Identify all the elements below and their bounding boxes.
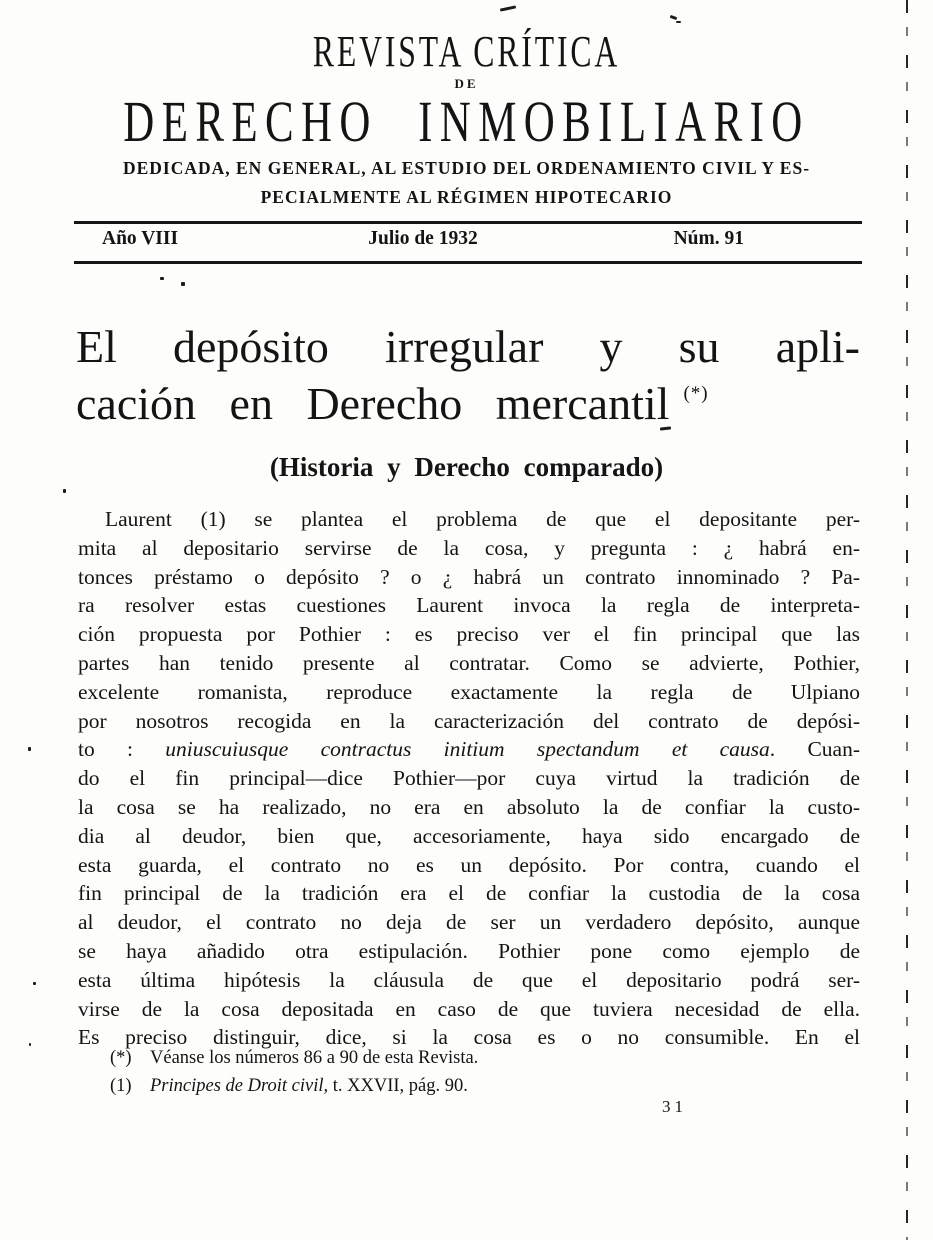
article-title-line: El depósito irregular y su apli- xyxy=(76,321,860,372)
dedication-line: DEDICADA, EN GENERAL, AL ESTUDIO DEL ORDENAMIENTO CIVIL Y ES- xyxy=(122,158,811,178)
body-text: ra resolver estas cuestiones Laurent invoca la regla de interpreta- xyxy=(78,593,860,618)
body-text: mita al depositario servirse de la cosa, y pregunta : ¿ habrá en- xyxy=(78,535,860,560)
body-line xyxy=(78,822,860,851)
title-footnote-mark: (*) xyxy=(683,383,709,404)
scan-speck xyxy=(670,15,678,20)
body-line xyxy=(78,678,860,707)
issue-number: Núm. 91 xyxy=(673,228,744,249)
footnote-mark: (*) xyxy=(110,1048,132,1068)
body-text: to : xyxy=(78,737,166,762)
journal-title: REVISTA CRÍTICA xyxy=(312,27,621,76)
body-text: dia al deudor, bien que, accesoriamente, haya sido encargado de xyxy=(78,823,860,848)
article-title-text: cación en Derecho mercantil xyxy=(76,378,670,429)
scan-speck xyxy=(676,21,681,23)
footnote xyxy=(110,1044,838,1072)
body-line xyxy=(78,505,860,534)
article-body xyxy=(78,505,860,1052)
scan-speck xyxy=(33,982,36,985)
journal-main-title: DERECHO INMOBILIARIO xyxy=(123,89,810,154)
article-title xyxy=(76,318,860,442)
footnote-text: Véanse los números 86 a 90 de esta Revista. xyxy=(150,1048,479,1068)
body-text: al deudor, el contrato no deja de ser un verdadero depósito, aunque xyxy=(78,910,860,935)
body-line xyxy=(78,620,860,649)
body-text: esta guarda, el contrato no es un depósito. Por contra, cuando el xyxy=(78,852,860,877)
scan-speck xyxy=(29,1043,31,1046)
body-text: . Cuan- xyxy=(769,737,860,762)
body-text: esta última hipótesis la cláusula de que el depositario podrá ser- xyxy=(78,967,860,992)
journal-title-connector: DE xyxy=(454,76,479,91)
body-line xyxy=(78,591,860,620)
body-text: fin principal de la tradición era el de confiar la custodia de la cosa xyxy=(78,881,860,906)
body-text-italic: uniuscuiusque contractus initium spectandum et causa xyxy=(165,737,770,762)
footnote-text: t. XXVII, pág. 90. xyxy=(328,1076,468,1096)
body-line xyxy=(78,735,860,764)
body-text: Es preciso distinguir, dice, si la cosa es o no consumible. En el xyxy=(78,1025,860,1050)
article-subtitle: (Historia y Derecho comparado) xyxy=(269,452,664,482)
body-text: Laurent (1) se plantea el problema de que el depositante per- xyxy=(105,507,860,531)
body-text: do el fin principal—dice Pothier—por cuya virtud la tradición de xyxy=(78,766,860,791)
body-line xyxy=(78,534,860,563)
footnote xyxy=(110,1072,838,1100)
journal-dedication xyxy=(0,154,933,212)
issue-bar-rule-bottom xyxy=(74,261,862,264)
footnotes xyxy=(78,1044,838,1100)
scan-speck xyxy=(63,489,66,493)
body-text: se haya añadido otra estipulación. Pothier pone como ejemplo de xyxy=(78,938,860,963)
scan-speck xyxy=(160,277,164,280)
issue-date: Julio de 1932 xyxy=(368,228,478,249)
body-line xyxy=(78,879,860,908)
dedication-line: PECIALMENTE AL RÉGIMEN HIPOTECARIO xyxy=(260,187,673,207)
body-text: partes han tenido presente al contratar. Como se advierte, Pothier, xyxy=(78,650,860,675)
page-number: 31 xyxy=(662,1097,687,1116)
body-text: la cosa se ha realizado, no era en absoluto la de confiar la custo- xyxy=(78,794,860,819)
issue-volume: Año VIII xyxy=(102,228,179,249)
body-text: virse de la cosa depositada en caso de que tuviera necesidad de ella. xyxy=(78,996,860,1021)
body-line xyxy=(78,995,860,1024)
article-title-line xyxy=(76,375,860,442)
footnote-text-italic: Principes de Droit civil, xyxy=(150,1076,329,1096)
body-line xyxy=(78,649,860,678)
body-line xyxy=(78,764,860,793)
body-line xyxy=(78,908,860,937)
body-line xyxy=(78,563,860,592)
scan-speck xyxy=(28,747,31,751)
body-text: ción propuesta por Pothier : es preciso ver el fin principal que las xyxy=(78,622,860,647)
scan-speck xyxy=(181,282,185,286)
body-text: excelente romanista, reproduce exactamente la regla de Ulpiano xyxy=(78,679,860,704)
body-text: por nosotros recogida en la caracterización del contrato de depósi- xyxy=(78,708,860,733)
body-line xyxy=(78,793,860,822)
body-text: tonces préstamo o depósito ? o ¿ habrá un contrato innominado ? Pa- xyxy=(78,564,860,589)
scan-speck xyxy=(500,5,516,11)
body-line xyxy=(78,851,860,880)
issue-bar xyxy=(74,228,862,250)
issue-bar-rule-top xyxy=(74,221,862,224)
body-line xyxy=(78,707,860,736)
body-line xyxy=(78,966,860,995)
body-line xyxy=(78,937,860,966)
footnote-mark: (1) xyxy=(110,1076,132,1096)
